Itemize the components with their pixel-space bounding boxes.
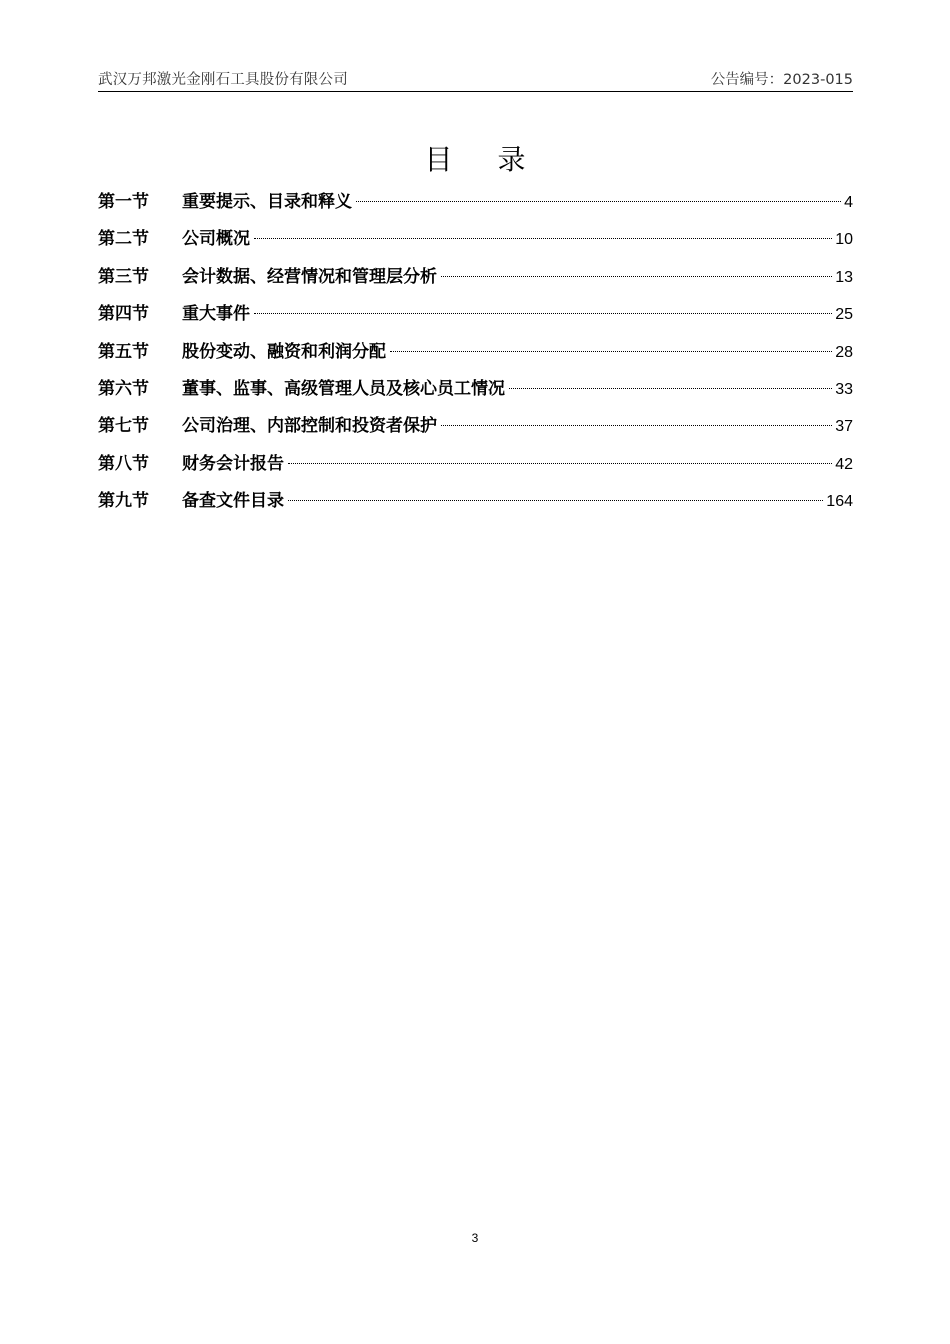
dot-leader — [254, 313, 832, 314]
toc-section: 第三节 — [98, 266, 149, 287]
dot-leader — [288, 463, 832, 464]
toc-entry-1[interactable] — [98, 184, 853, 221]
toc-section: 第九节 — [98, 491, 149, 512]
toc-page: 13 — [835, 268, 853, 286]
toc-section: 第二节 — [98, 229, 149, 250]
toc-page: 28 — [835, 343, 853, 361]
company-name: 武汉万邦激光金刚石工具股份有限公司 — [98, 72, 348, 88]
toc-section: 第八节 — [98, 453, 149, 474]
toc-entry-6[interactable] — [98, 371, 853, 408]
page-number: 3 — [471, 1231, 479, 1245]
table-of-contents — [98, 184, 853, 521]
toc-title: 董事、监事、高级管理人员及核心员工情况 — [182, 378, 505, 399]
toc-entry-7[interactable] — [98, 408, 853, 445]
toc-entry-8[interactable] — [98, 446, 853, 483]
toc-entry-9[interactable] — [98, 483, 853, 520]
toc-page: 42 — [835, 455, 853, 473]
dot-leader — [509, 388, 832, 389]
dot-leader — [441, 425, 832, 426]
toc-title: 备查文件目录 — [182, 491, 284, 512]
toc-entry-2[interactable] — [98, 221, 853, 258]
toc-title: 重要提示、目录和释义 — [182, 192, 352, 212]
toc-page: 4 — [844, 194, 853, 211]
page-header — [98, 66, 853, 92]
toc-title: 股份变动、融资和利润分配 — [182, 341, 386, 362]
toc-title: 公司治理、内部控制和投资者保护 — [182, 416, 437, 437]
announcement-number: 公告编号：2023-015 — [710, 72, 853, 88]
toc-entry-4[interactable] — [98, 296, 853, 333]
dot-leader — [288, 500, 823, 501]
toc-section: 第四节 — [98, 304, 149, 325]
toc-title: 会计数据、经营情况和管理层分析 — [182, 266, 437, 287]
toc-page: 25 — [835, 306, 853, 324]
dot-leader — [254, 238, 832, 239]
toc-section: 第七节 — [98, 416, 149, 437]
page-title: 目 录 — [424, 143, 544, 176]
toc-title: 公司概况 — [182, 229, 250, 250]
toc-section: 第一节 — [98, 192, 149, 212]
dot-leader — [390, 351, 832, 352]
toc-page: 10 — [835, 231, 853, 249]
toc-page: 33 — [835, 380, 853, 398]
toc-page: 37 — [835, 418, 853, 436]
toc-entry-3[interactable] — [98, 259, 853, 296]
toc-page: 164 — [826, 493, 853, 511]
toc-entry-5[interactable] — [98, 334, 853, 371]
dot-leader — [441, 276, 832, 277]
toc-section: 第六节 — [98, 378, 149, 399]
toc-title: 财务会计报告 — [182, 453, 284, 474]
toc-section: 第五节 — [98, 341, 149, 362]
toc-title: 重大事件 — [182, 304, 250, 325]
dot-leader — [356, 201, 841, 202]
